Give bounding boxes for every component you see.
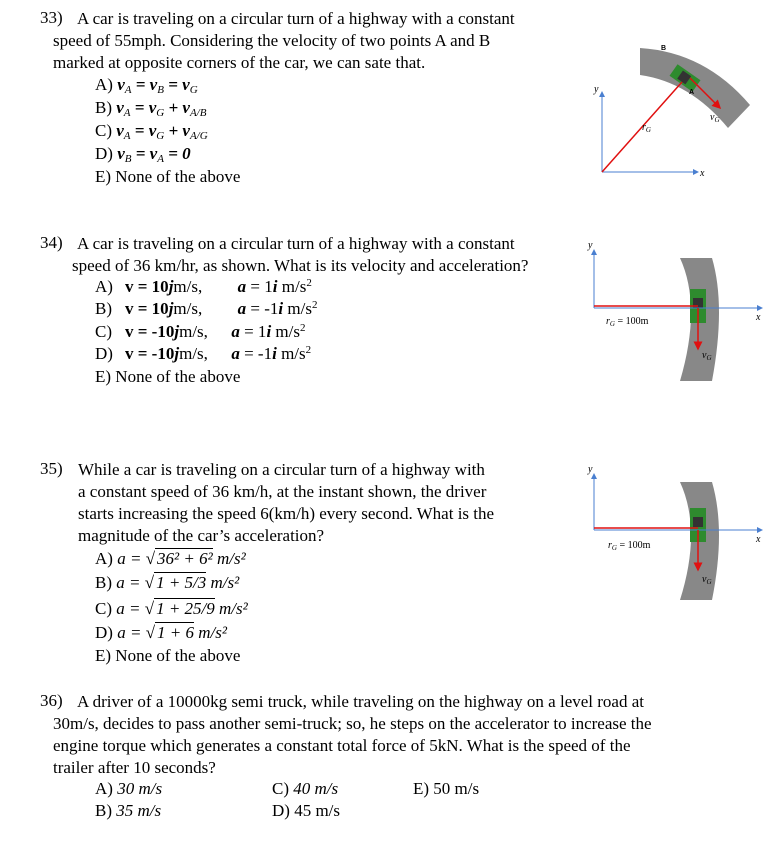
- option-d[interactable]: D) a = √ 1 + 6 m/s²: [95, 623, 227, 642]
- vg-label: $v_G$: [702, 574, 712, 586]
- option-c[interactable]: C) 40 m/s: [272, 779, 339, 798]
- question-text-line: a constant speed of 36 km/h, at the instant shown, the driver: [78, 482, 487, 501]
- question-text-line: 30m/s, decides to pass another semi-truck; so, he steps on the accelerator to increase the: [53, 714, 652, 733]
- option-a[interactable]: A) 30 m/s: [95, 779, 163, 798]
- vg-label: $v_G$: [710, 112, 720, 124]
- question-text-line: engine torque which generates a constant total force of 5kN. What is the speed of the: [53, 736, 631, 755]
- question-text-line: speed of 36 km/hr, as shown. What is its velocity and acceleration?: [72, 256, 529, 275]
- figure-q35: [584, 460, 774, 608]
- option-e[interactable]: E) None of the above: [95, 367, 241, 386]
- question-text-line: magnitude of the car’s acceleration?: [78, 526, 325, 545]
- option-b[interactable]: B) 35 m/s: [95, 801, 162, 820]
- question-number: 36): [40, 691, 63, 710]
- option-e[interactable]: E) 50 m/s: [413, 779, 480, 798]
- question-text-line: A driver of a 10000kg semi truck, while traveling on the highway on a level road at: [77, 692, 644, 711]
- y-label: y: [594, 84, 599, 95]
- option-b[interactable]: B) $v_A = v_G + v_{A/B}$: [95, 98, 207, 119]
- option-d[interactable]: D) $v_B = v_A = 0$: [95, 144, 191, 165]
- x-label: x: [756, 534, 761, 545]
- y-label: y: [588, 240, 593, 251]
- option-c[interactable]: C) a = √ 1 + 25/9 m/s²: [95, 599, 248, 618]
- rg-label: $r_G = 100m$: [608, 540, 651, 552]
- option-a[interactable]: A) a = √ 36² + 6² m/s²: [95, 549, 246, 568]
- question-text-line: A car is traveling on a circular turn of a highway with a constant: [77, 9, 515, 28]
- option-e[interactable]: E) None of the above: [95, 167, 241, 186]
- option-c[interactable]: C) v = -10jm/s, a = 1i $m/s^2$: [95, 322, 306, 341]
- option-d[interactable]: D) 45 m/s: [272, 801, 341, 820]
- x-label: x: [700, 168, 705, 179]
- option-c[interactable]: C) $v_A = v_G + v_{A/G}$: [95, 121, 208, 142]
- x-label: x: [756, 312, 761, 323]
- question-text-line: trailer after 10 seconds?: [53, 758, 216, 777]
- question-number: 35): [40, 459, 63, 478]
- question-text-line: A car is traveling on a circular turn of a highway with a constant: [77, 234, 515, 253]
- question-text-line: starts increasing the speed 6(km/h) every second. What is the: [78, 504, 495, 523]
- figure-q33: [580, 30, 760, 185]
- vg-label: $v_G$: [702, 350, 712, 362]
- option-d[interactable]: D) v = -10jm/s, a = -1i $m/s^2$: [95, 344, 312, 363]
- y-label: y: [588, 464, 593, 475]
- option-e[interactable]: E) None of the above: [95, 646, 241, 665]
- figure-q34: [584, 236, 774, 386]
- option-a[interactable]: A) $v_A = v_B = v_G$: [95, 75, 198, 96]
- point-b-label: B: [661, 45, 667, 52]
- question-text-line: While a car is traveling on a circular turn of a highway with: [78, 460, 485, 479]
- question-number: 33): [40, 8, 63, 27]
- option-a[interactable]: A) v = 10jm/s, a = 1i $m/s^2$: [95, 277, 312, 296]
- rg-label: $r_G$: [642, 122, 651, 134]
- option-b[interactable]: B) v = 10jm/s, a = -1i $m/s^2$: [95, 299, 318, 318]
- rg-label: $r_G = 100m$: [606, 316, 649, 328]
- question-text-line: speed of 55mph. Considering the velocity of two points A and B: [53, 31, 491, 50]
- question-number: 34): [40, 233, 63, 252]
- question-text-line: marked at opposite corners of the car, we can sate that.: [53, 53, 426, 72]
- option-b[interactable]: B) a = √ 1 + 5/3 m/s²: [95, 573, 240, 592]
- point-a-label: A: [689, 89, 695, 96]
